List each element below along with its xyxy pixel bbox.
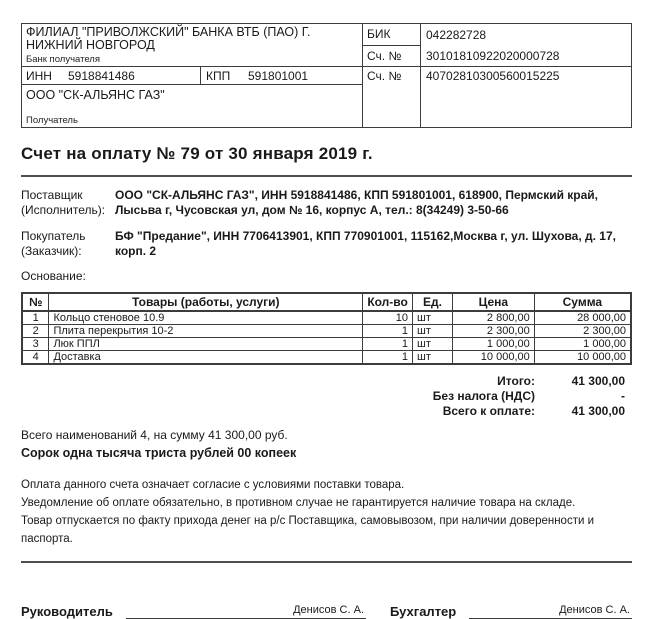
item-price: 10 000,00 [452,351,534,365]
table-row [22,311,631,325]
item-sum: 28 000,00 [534,311,631,325]
item-qty: 1 [363,351,413,365]
tax-row [21,389,632,404]
item-num: 1 [22,311,49,325]
corr-account-label: Сч. № [367,49,402,63]
director-signature-line [126,603,366,619]
kpp-cell [201,67,362,84]
account-value: 40702810300560015225 [426,69,560,83]
total-row [21,404,632,419]
accountant-signature-line [469,603,632,619]
subtotal-value: 41 300,00 [571,374,625,388]
tax-label: Без налога (НДС) [432,389,535,403]
bik-value-column [421,24,631,67]
summary-block [21,427,632,461]
inn-kpp-row [22,67,363,85]
item-sum: 2 300,00 [534,325,631,338]
supplier-value: ООО "СК-АЛЬЯНС ГАЗ", ИНН 5918841486, КПП 591801001, 618900, Пермский край, Лысьва г, Чусовская ул, дом № 16, корпус А, тел.: 8(34249) 3-50-66 [115,188,599,217]
items-header-row [22,293,631,311]
director-label: Руководитель [21,604,113,619]
bik-label: БИК [363,24,420,46]
header-price: Цена [452,293,534,311]
recipient-name: ООО "СК-АЛЬЯНС ГАЗ" [26,88,165,102]
item-price: 1 000,00 [452,338,534,351]
subtotal-label: Итого: [497,374,535,388]
item-num: 4 [22,351,49,365]
total-label: Всего к оплате: [442,404,535,418]
item-num: 2 [22,325,49,338]
item-name: Доставка [49,351,363,365]
bank-name: ФИЛИАЛ "ПРИВОЛЖСКИЙ" БАНКА ВТБ (ПАО) Г. НИЖНИЙ НОВГОРОД [26,25,311,52]
signature-director [21,603,366,619]
subtotal-row [21,374,632,389]
signature-accountant [390,603,632,619]
account-label: Сч. № [363,67,421,127]
kpp-label: КПП [206,69,231,83]
header-unit: Ед. [413,293,453,311]
bank-recipient-caption: Банк получателя [26,54,100,65]
item-unit: шт [413,338,453,351]
supplier-label [21,188,115,218]
tax-value: - [621,389,625,403]
accountant-name: Денисов С. А. [559,604,630,616]
title-divider [21,175,632,177]
item-unit: шт [413,351,453,365]
note-line: Уведомление об оплате обязательно, в противном случае не гарантируется наличие товара на складе. [21,497,576,509]
buyer-label [21,229,115,259]
supplier-label-line1: Поставщик [21,188,83,202]
items-table [21,292,632,365]
table-row [22,351,631,365]
notes-block [21,476,632,548]
items-count-line: Всего наименований 4, на сумму 41 300,00 руб. [21,428,288,442]
item-name: Плита перекрытия 10-2 [49,325,363,338]
note-line: Оплата данного счета означает согласие с условиями поставки товара. [21,479,405,491]
table-row [22,325,631,338]
corr-account-value: 30101810922020000728 [426,49,560,63]
supplier-row [21,188,632,218]
bik-value: 042282728 [426,28,487,42]
recipient-cell [22,85,363,127]
item-qty: 1 [363,338,413,351]
director-name: Денисов С. А. [293,604,364,616]
inn-value: 5918841486 [68,69,135,83]
signatures-block [21,603,632,619]
total-value: 41 300,00 [571,404,625,418]
item-unit: шт [413,325,453,338]
item-sum: 10 000,00 [534,351,631,365]
header-goods: Товары (работы, услуги) [49,293,363,311]
item-unit: шт [413,311,453,325]
item-name: Люк ППЛ [49,338,363,351]
header-num: № [22,293,49,311]
buyer-label-line2: (Заказчик): [21,244,82,258]
header-qty: Кол-во [363,293,413,311]
accountant-label: Бухгалтер [390,604,457,619]
inn-cell [22,67,201,84]
bank-details-table [21,23,632,128]
amount-in-words: Сорок одна тысяча триста рублей 00 копеек [21,446,297,460]
item-qty: 10 [363,311,413,325]
recipient-caption: Получатель [26,115,78,126]
invoice-document [21,23,632,619]
item-price: 2 300,00 [452,325,534,338]
buyer-row [21,229,632,259]
invoice-title: Счет на оплату № 79 от 30 января 2019 г. [21,144,373,163]
inn-label: ИНН [26,69,52,83]
item-name: Кольцо стеновое 10.9 [49,311,363,325]
totals-block [21,374,632,419]
footer-divider [21,561,632,563]
buyer-value: БФ "Предание", ИНН 7706413901, КПП 770901001, 115162,Москва г, ул. Шухова, д. 17, корп. 2 [115,229,616,258]
table-row [22,338,631,351]
bik-label-column [363,24,421,67]
item-num: 3 [22,338,49,351]
kpp-value: 591801001 [248,69,309,83]
header-sum: Сумма [534,293,631,311]
item-price: 2 800,00 [452,311,534,325]
buyer-label-line1: Покупатель [21,229,86,243]
bank-name-cell [22,24,363,67]
item-sum: 1 000,00 [534,338,631,351]
item-qty: 1 [363,325,413,338]
supplier-label-line2: (Исполнитель): [21,203,106,217]
basis-label: Основание: [21,269,86,283]
note-line: Товар отпускается по факту прихода денег на р/с Поставщика, самовывозом, при наличии доверенности и паспорта. [21,515,595,545]
